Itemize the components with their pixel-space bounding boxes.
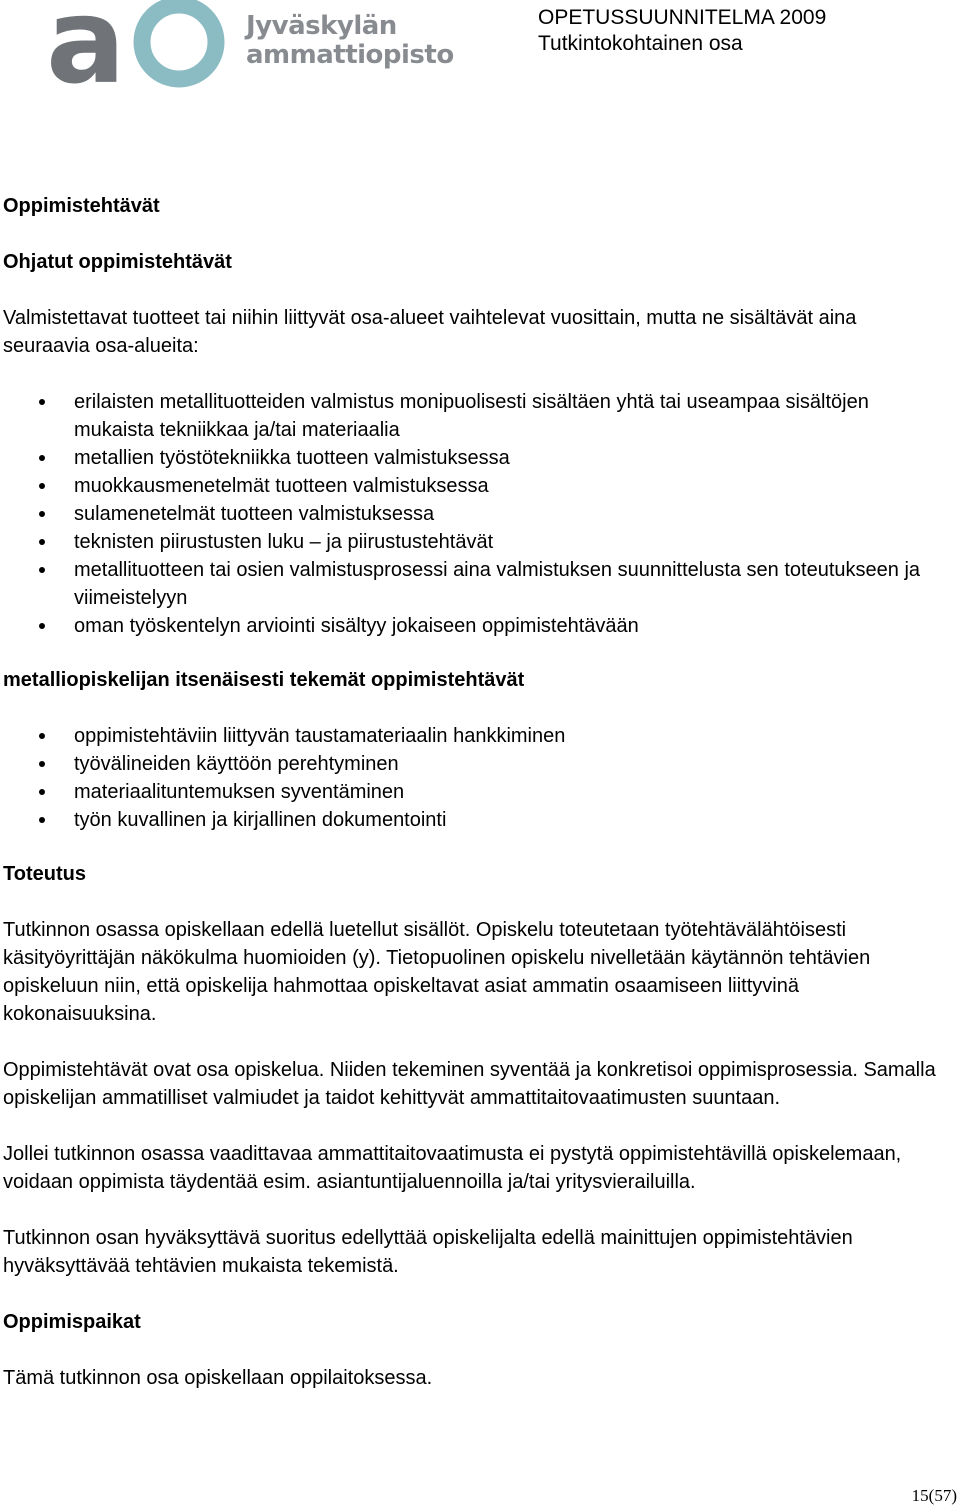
doc-subtitle: Tutkintokohtainen osa bbox=[538, 32, 743, 55]
toteutus-paragraph-3: Jollei tutkinnon osassa vaadittavaa ammattitaitovaatimusta ei pystytä oppimistehtävillä opiskelemaan, voidaan oppimista täydentää esim. asiantuntijaluennoilla ja/tai yritysvierailuilla. bbox=[3, 1143, 902, 1193]
oppimispaikat-paragraph: Tämä tutkinnon osa opiskellaan oppilaitoksessa. bbox=[3, 1367, 433, 1389]
heading-oppimispaikat: Oppimispaikat bbox=[3, 1311, 141, 1333]
logo-name bbox=[246, 11, 454, 70]
logo-letter-a: a bbox=[46, 0, 126, 98]
logo bbox=[46, 0, 454, 100]
list-item: metallien työstötekniikka tuotteen valmistuksessa bbox=[3, 444, 923, 472]
page-number: 15(57) bbox=[911, 1486, 957, 1505]
toteutus-paragraph-4: Tutkinnon osan hyväksyttävä suoritus edellyttää opiskelijalta edellä mainittujen oppimistehtävien hyväksyttävää tehtävien mukaista tekemistä. bbox=[3, 1227, 853, 1277]
heading-toteutus: Toteutus bbox=[3, 863, 86, 885]
guided-task-list bbox=[3, 388, 923, 640]
logo-name-line2: ammattiopisto bbox=[246, 40, 454, 70]
list-item: oppimistehtäviin liittyvän taustamateriaalin hankkiminen bbox=[3, 722, 953, 750]
heading-oppimistehtavat: Oppimistehtävät bbox=[3, 195, 160, 217]
list-item: muokkausmenetelmät tuotteen valmistuksessa bbox=[3, 472, 923, 500]
document-header bbox=[538, 5, 826, 57]
list-item: työn kuvallinen ja kirjallinen dokumentointi bbox=[3, 806, 953, 834]
list-item: oman työskentelyn arviointi sisältyy jokaiseen oppimistehtävään bbox=[3, 612, 923, 640]
toteutus-paragraph-1: Tutkinnon osassa opiskellaan edellä luetellut sisällöt. Opiskelu toteutetaan työtehtävälähtöisesti käsityöyrittäjän näkökulma huomioiden (y). Tietopuolinen opiskelu nivelletään käytännön tehtävien opiskeluun niin, että opiskelija hahmottaa opiskeltavat asiat ammatin osaamiseen liittyvinä kokonaisuuksina. bbox=[3, 919, 871, 1025]
doc-title: OPETUSSUUNNITELMA 2009 bbox=[538, 6, 827, 29]
toteutus-paragraph-2: Oppimistehtävät ovat osa opiskelua. Niiden tekeminen syventää ja konkretisoi oppimisprosessia. Samalla opiskelijan ammatilliset valmiudet ja taidot kehittyvät ammattitaitovaatimusten suuntaan. bbox=[3, 1059, 936, 1109]
independent-task-list bbox=[3, 722, 953, 834]
list-item: materiaalituntemuksen syventäminen bbox=[3, 778, 953, 806]
intro-paragraph: Valmistettavat tuotteet tai niihin liittyvät osa-alueet vaihtelevat vuosittain, mutta ne sisältävät aina seuraavia osa-alueita: bbox=[3, 307, 857, 357]
list-item: työvälineiden käyttöön perehtyminen bbox=[3, 750, 953, 778]
heading-independent-tasks: metalliopiskelijan itsenäisesti tekemät oppimistehtävät bbox=[3, 669, 525, 691]
list-item: teknisten piirustusten luku – ja piirustustehtävät bbox=[3, 528, 923, 556]
list-item: sulamenetelmät tuotteen valmistuksessa bbox=[3, 500, 923, 528]
list-item: erilaisten metallituotteiden valmistus monipuolisesti sisältäen yhtä tai useampaa sisältöjen mukaista tekniikkaa ja/tai materiaalia bbox=[3, 388, 923, 444]
logo-letter-o bbox=[142, 5, 216, 79]
logo-name-line1: Jyväskylän bbox=[246, 11, 397, 41]
main-content bbox=[3, 192, 953, 1392]
ao-logo-mark bbox=[46, 0, 226, 98]
heading-ohjatut: Ohjatut oppimistehtävät bbox=[3, 251, 232, 273]
list-item: metallituotteen tai osien valmistusprosessi aina valmistuksen suunnittelusta sen toteutukseen ja viimeistelyyn bbox=[3, 556, 923, 612]
